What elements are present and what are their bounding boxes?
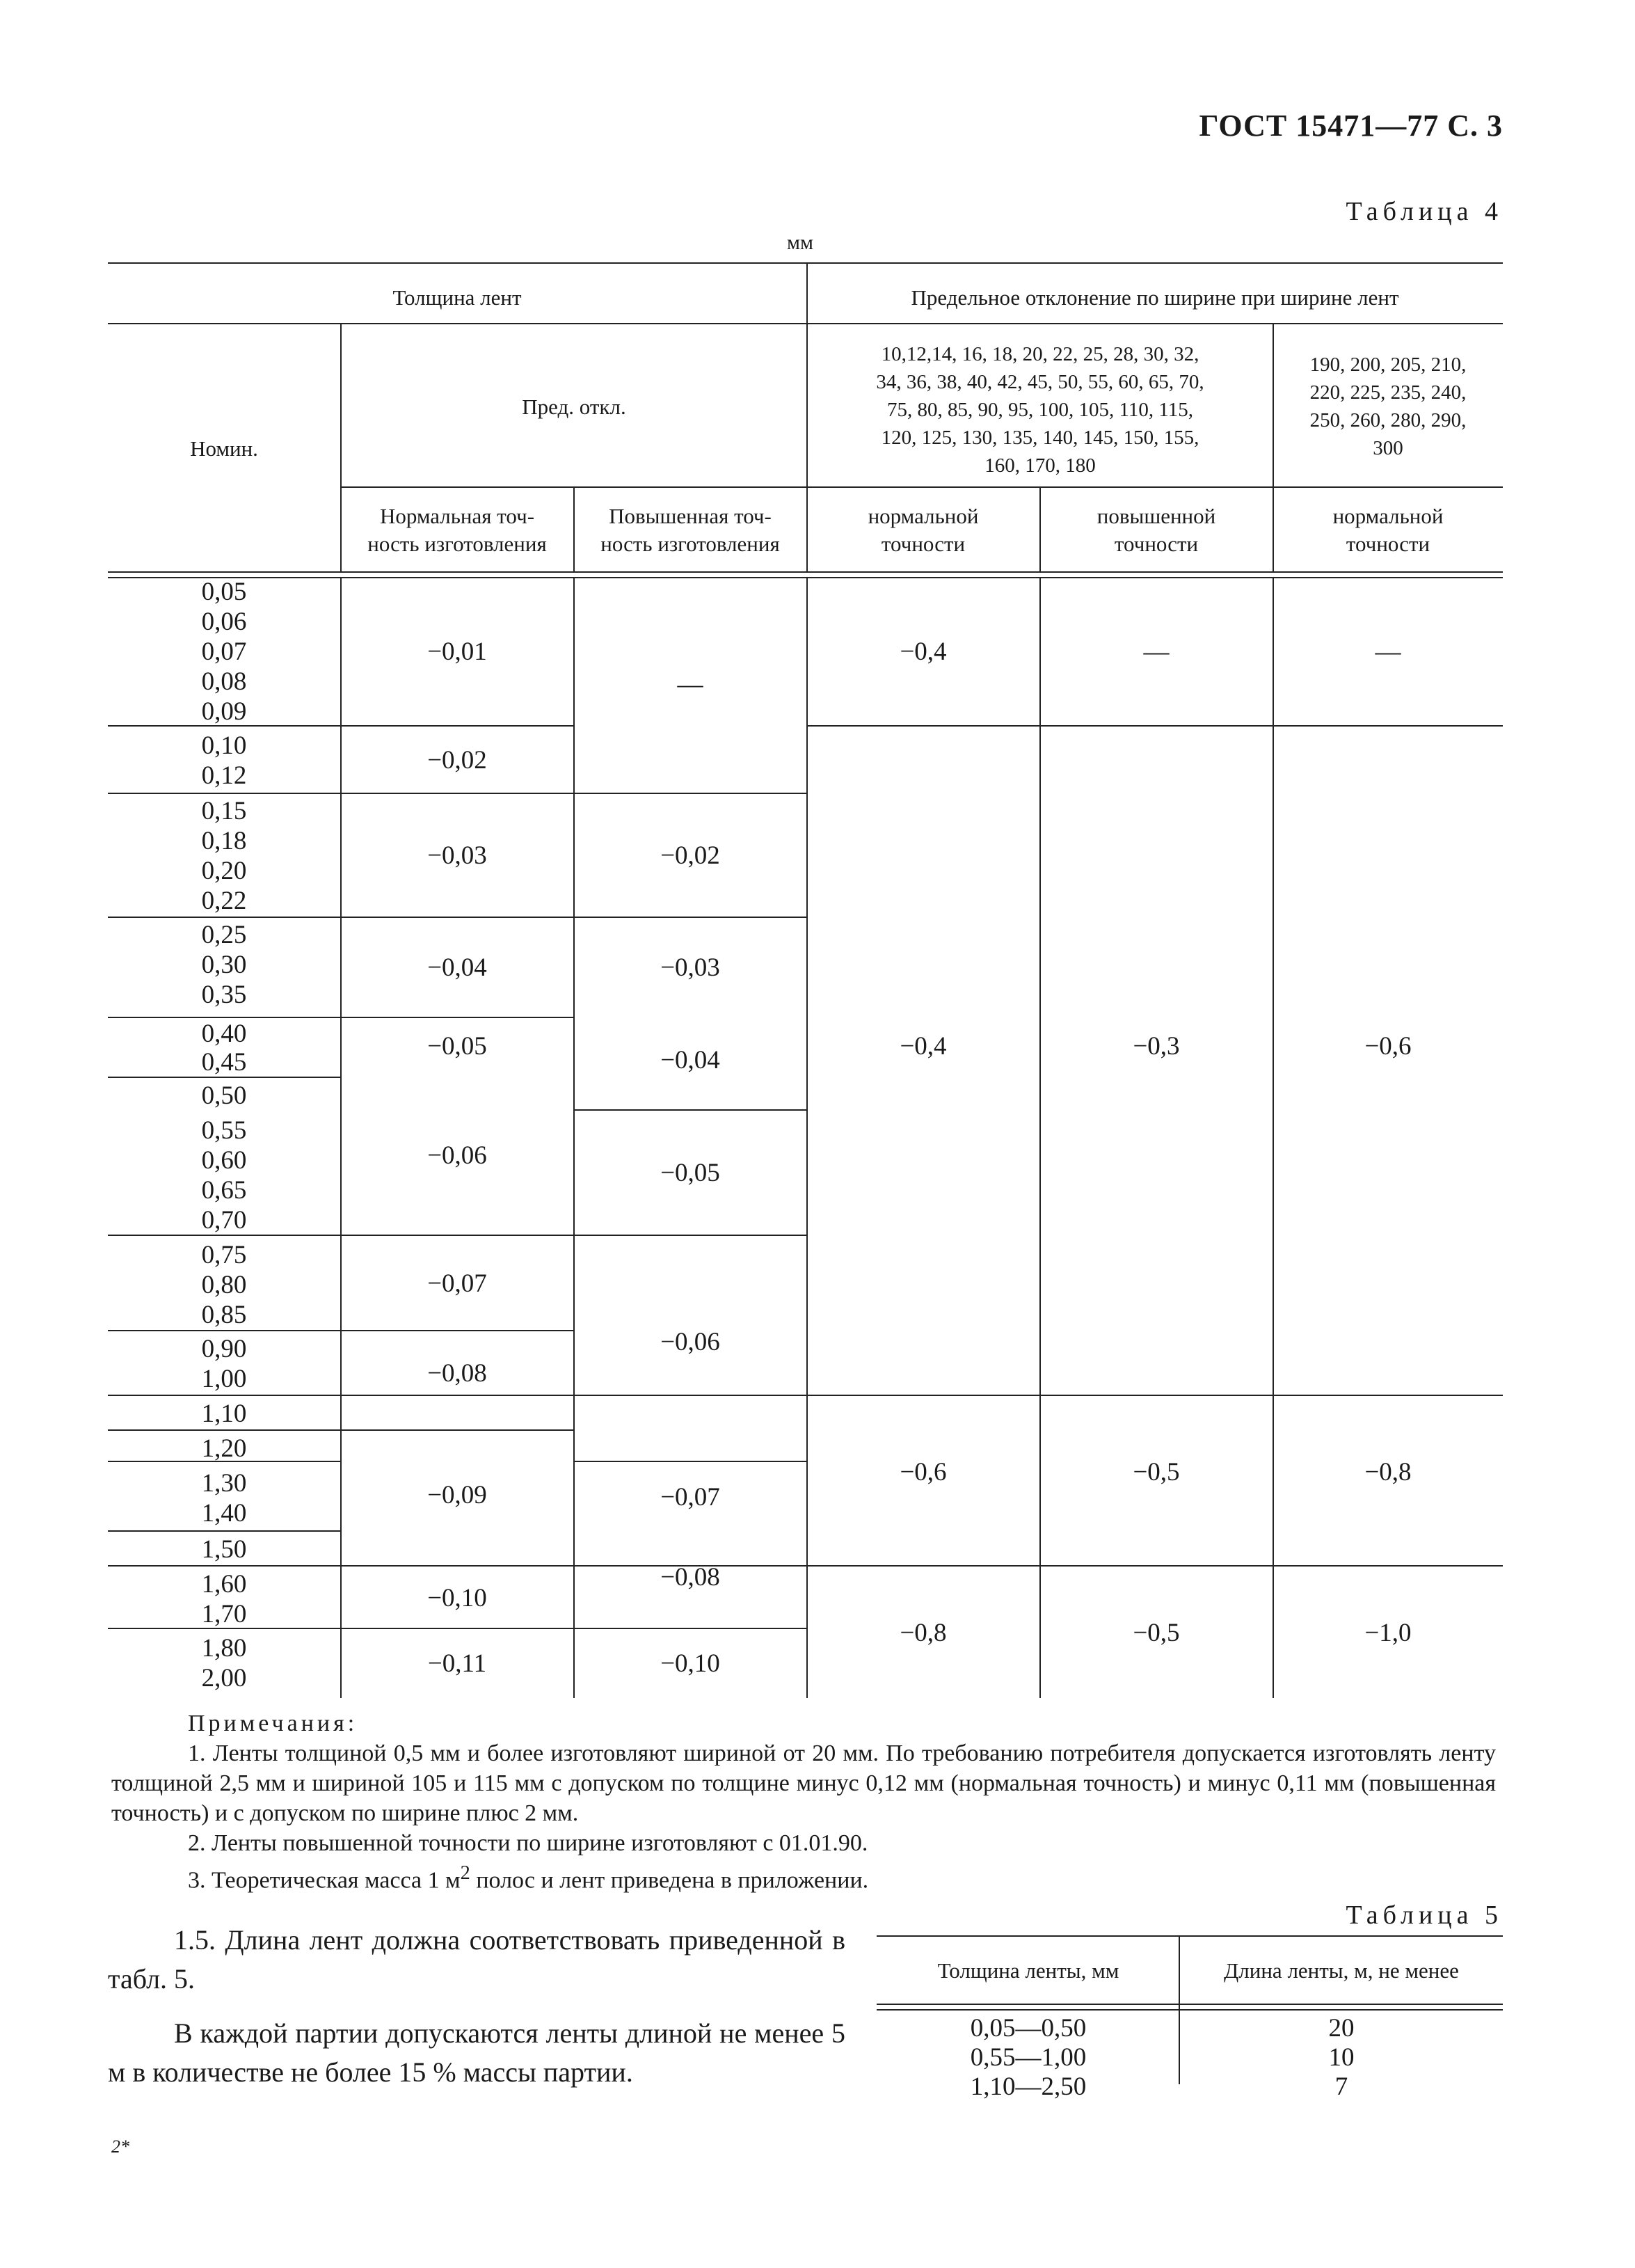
note-3-start: 3. Теоретическая масса 1 м: [188, 1867, 461, 1894]
nominal-value: 1,70: [201, 1600, 247, 1628]
nominal-value: 0,05: [201, 578, 247, 606]
width-high-header: повышенной: [1096, 504, 1216, 528]
width-deviation-header: Предельное отклонение по ширине при ширине лент: [911, 285, 1399, 310]
widths-b-line: 300: [1373, 437, 1403, 459]
widths-b-line: 250, 260, 280, 290,: [1309, 409, 1467, 431]
nominal-value: 0,15: [201, 797, 247, 825]
table5-length-header: Длина ленты, м, не менее: [1224, 1958, 1459, 1983]
width-normal2-value: −0,8: [1364, 1458, 1412, 1486]
normal-tolerance: −0,07: [427, 1269, 487, 1298]
high-tolerance: −0,06: [660, 1328, 720, 1356]
nominal-value: 0,18: [201, 827, 247, 855]
high-tolerance: −0,03: [660, 953, 720, 982]
width-normal2-header: точности: [1346, 532, 1430, 556]
note-3-end: полос и лент приведена в приложении.: [470, 1867, 869, 1894]
width-high-header: точности: [1114, 532, 1199, 556]
table5-thickness: 1,10—2,50: [970, 2072, 1087, 2101]
note-3: [111, 1858, 1496, 1895]
normal-tolerance: −0,04: [427, 953, 487, 982]
table5-thickness: 0,05—0,50: [970, 2014, 1087, 2043]
nominal-value: 0,22: [201, 887, 247, 915]
nominal-value: 1,30: [201, 1469, 247, 1498]
normal-accuracy-header: ность изготовления: [367, 532, 547, 556]
table5-length: 7: [1334, 2072, 1348, 2101]
nominal-value: 0,35: [201, 981, 247, 1009]
normal-tolerance: −0,01: [427, 637, 487, 666]
widths-group-a: [876, 343, 1204, 477]
widths-a-line: 120, 125, 130, 135, 140, 145, 150, 155,: [881, 427, 1199, 449]
nominal-value: 1,60: [201, 1570, 247, 1599]
notes-title: Примечания:: [188, 1711, 358, 1736]
widths-b-line: 190, 200, 205, 210,: [1309, 354, 1467, 376]
nominal-value: 1,00: [201, 1365, 247, 1393]
nominal-value: 0,40: [201, 1020, 247, 1048]
normal-tolerance: −0,02: [427, 746, 487, 775]
high-accuracy-header: Повышенная точ-: [609, 504, 772, 528]
table5-length: 20: [1328, 2014, 1355, 2043]
nominal-value: 0,50: [201, 1081, 247, 1110]
high-tolerance: −0,04: [660, 1046, 720, 1074]
width-normal-value: −0,6: [900, 1458, 947, 1486]
nominal-value: 0,60: [201, 1146, 247, 1175]
paragraph-1-5: 1.5. Длина лент должна соответствовать приведенной в табл. 5.: [108, 1924, 845, 1995]
width-high-value: −0,3: [1133, 1032, 1180, 1061]
nominal-value: 0,07: [201, 637, 247, 666]
table5-thickness: 0,55—1,00: [970, 2043, 1087, 2072]
table5-caption: Таблица 5: [1346, 1901, 1503, 1930]
nominal-value: 0,08: [201, 667, 247, 696]
nominal-value: 0,85: [201, 1301, 247, 1329]
nominal-value: 0,06: [201, 608, 247, 636]
table4-grid: [108, 263, 1503, 1698]
section-1-5: [108, 1921, 845, 2107]
normal-tolerance: −0,06: [427, 1141, 487, 1170]
note-3-superscript: 2: [460, 1862, 470, 1884]
nominal-value: 1,80: [201, 1634, 247, 1663]
table4-unit: мм: [787, 231, 813, 254]
thickness-header: Толщина лент: [392, 285, 522, 310]
widths-b-line: 220, 225, 235, 240,: [1309, 381, 1467, 404]
table4-notes: [111, 1708, 1496, 1895]
width-high-value: −0,5: [1133, 1458, 1180, 1486]
nominal-value: 0,65: [201, 1176, 247, 1205]
width-normal2-header: нормальной: [1332, 504, 1444, 528]
nominal-value: 0,70: [201, 1206, 247, 1235]
width-normal-header: нормальной: [868, 504, 979, 528]
normal-tolerance: −0,08: [427, 1359, 487, 1388]
nominal-value: 0,20: [201, 857, 247, 885]
nominal-value: 2,00: [201, 1664, 247, 1692]
high-tolerance: −0,08: [660, 1563, 720, 1592]
nominal-value: 1,20: [201, 1434, 247, 1463]
nominal-value: 0,80: [201, 1271, 247, 1299]
nominal-value: 0,30: [201, 951, 247, 979]
high-tolerance: −0,05: [660, 1159, 720, 1187]
table5-thickness-header: Толщина ленты, мм: [937, 1958, 1119, 1983]
table5-length: 10: [1328, 2043, 1355, 2072]
width-normal2-value: —: [1375, 637, 1401, 666]
nominal-value: 1,40: [201, 1499, 247, 1528]
table-5: [877, 1935, 1503, 2102]
nominal-value: 0,55: [201, 1116, 247, 1145]
high-tolerance: −0,02: [660, 841, 720, 870]
width-normal-header: точности: [881, 532, 966, 556]
width-high-value: −0,5: [1133, 1619, 1180, 1647]
width-normal2-value: −1,0: [1364, 1619, 1412, 1647]
normal-accuracy-header: Нормальная точ-: [379, 504, 535, 528]
nominal-column: [202, 578, 247, 1692]
high-tolerance: −0,07: [660, 1483, 720, 1512]
note-2: 2. Ленты повышенной точности по ширине изготовляют с 01.01.90.: [188, 1830, 868, 1856]
page-footer-mark: 2*: [111, 2136, 129, 2157]
nominal-value: 1,50: [201, 1535, 247, 1564]
widths-a-line: 160, 170, 180: [984, 454, 1096, 477]
paragraph-batch: В каждой партии допускаются ленты длиной не менее 5 м в количестве не более 15 % массы партии.: [108, 2017, 845, 2088]
high-accuracy-header: ность изготовления: [600, 532, 780, 556]
nominal-value: 0,10: [201, 731, 247, 760]
nominal-value: 0,45: [201, 1048, 247, 1077]
widths-a-line: 75, 80, 85, 90, 95, 100, 105, 110, 115,: [886, 399, 1194, 421]
normal-tolerance: −0,03: [427, 841, 487, 870]
nominal-header: Номин.: [190, 436, 258, 461]
width-normal-value: −0,4: [900, 637, 947, 666]
table4-caption: Таблица 4: [1346, 197, 1503, 226]
width-high-value: —: [1143, 637, 1170, 666]
widths-a-line: 34, 36, 38, 40, 42, 45, 50, 55, 60, 65, 70,: [876, 371, 1204, 393]
normal-tolerance: −0,09: [427, 1481, 487, 1509]
tolerance-header: Пред. откл.: [522, 395, 626, 419]
nominal-value: 0,09: [201, 697, 247, 726]
nominal-value: 0,90: [201, 1335, 247, 1363]
nominal-value: 0,12: [201, 761, 247, 790]
normal-tolerance: −0,11: [427, 1649, 487, 1678]
normal-tolerance: −0,05: [427, 1032, 487, 1061]
width-normal-value: −0,8: [900, 1619, 947, 1647]
width-normal-value: −0,4: [900, 1032, 947, 1061]
note-1: 1. Ленты толщиной 0,5 мм и более изготовляют шириной от 20 мм. По требованию потребителя допускается изготовлять ленту толщиной 2,5 мм и шириной 105 и 115 мм с допуском по толщине минус 0,12 мм (нормальная точность) и минус 0,11 мм (повышенная точность) и с допуском по ширине плюс 2 мм.: [111, 1740, 1496, 1826]
widths-group-b: [1310, 354, 1467, 459]
nominal-value: 1,10: [201, 1399, 247, 1428]
nominal-value: 0,25: [201, 921, 247, 949]
high-tolerance-column: [660, 670, 720, 1678]
document-reference: ГОСТ 15471—77 С. 3: [1199, 109, 1503, 143]
high-tolerance: —: [677, 670, 703, 699]
width-deviation-columns: [900, 637, 1411, 1647]
normal-tolerance: −0,10: [427, 1584, 487, 1612]
width-normal2-value: −0,6: [1364, 1032, 1412, 1061]
widths-a-line: 10,12,14, 16, 18, 20, 22, 25, 28, 30, 32,: [881, 343, 1199, 365]
high-tolerance: −0,10: [660, 1649, 720, 1678]
nominal-value: 0,75: [201, 1241, 247, 1269]
